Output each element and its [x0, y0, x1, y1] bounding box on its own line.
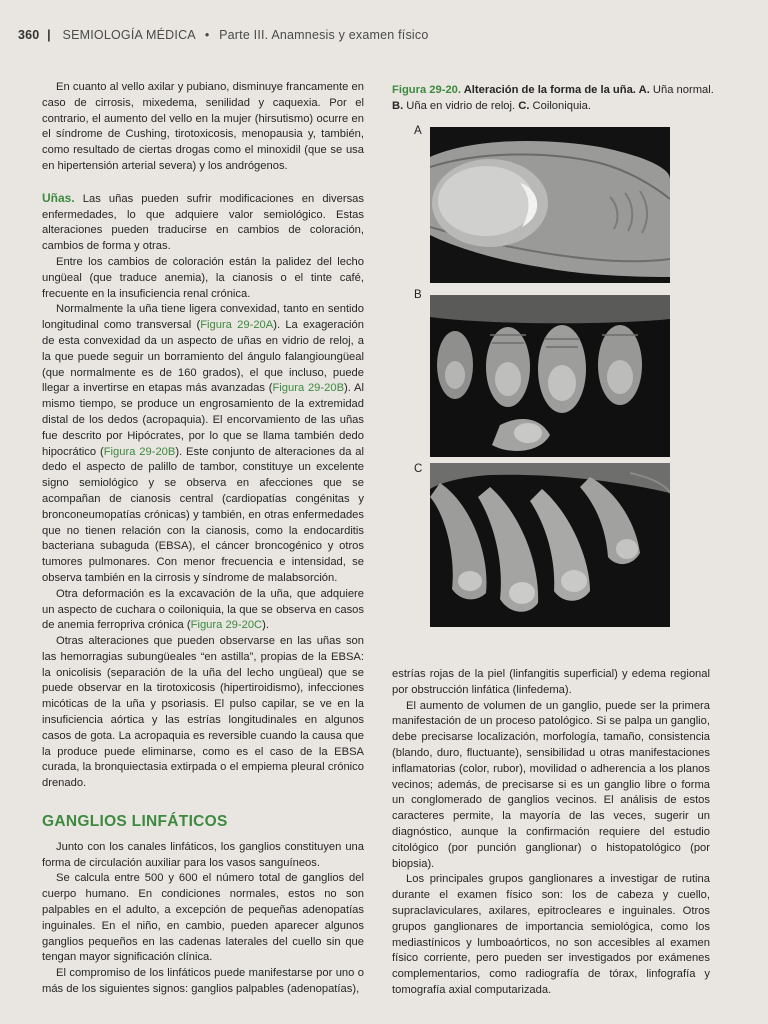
- figure-panel-c-koilonychia: [430, 463, 670, 627]
- figure-ref-b-2[interactable]: Figura 29-20B: [103, 445, 176, 458]
- figure-panel-b-clubbing: [430, 295, 670, 457]
- paragraph-unas: Uñas. Las uñas pueden sufrir modificaciones en diversas enfermedades, lo que adquiere valor semiológico. Estas alteraciones pueden traducirse en cambios de coloración, cambios de forma y otras.: [42, 190, 364, 253]
- figure-ref-a[interactable]: Figura 29-20A: [200, 319, 274, 332]
- figure-ref-c[interactable]: Figura 29-20C: [190, 619, 263, 632]
- figure-panel-a-normal-nail: [430, 127, 670, 283]
- paragraph-ganglios-intro: Junto con los canales linfáticos, los ganglios constituyen una forma de circulación auxiliar para los vasos sanguíneos.: [42, 840, 364, 869]
- left-column: [42, 80, 364, 998]
- paragraph-signos-continuacion: estrías rojas de la piel (linfangitis superficial) y edema regional por obstrucción linfática (linfedema).: [392, 668, 710, 696]
- keyword-unas: Uñas.: [42, 190, 75, 205]
- paragraph-otras-alteraciones: Otras alteraciones que pueden observarse en las uñas son las hemorragias subungüeales “en astilla”, propias de la EBSA: la onicolisis (separación de la uña del lecho ungüeal) que se puede observar en la tirotoxicosis (hipertiroidismo), infecciones micóticas de la uña y psoriasis. El pulso capilar, se ve en la insuficiencia aórtica y las estrías longitudinales en algunos casos de gota. La acropaquia es reversible cuando la causa que la produce puede eliminarse, como es el caso de la EBSA curada, la bronquiectasia extirpada o el empiema pleural crónico drenado.: [42, 635, 364, 790]
- figure-caption: Figura 29-20. Alteración de la forma de la uña. A. Uña normal. B. Uña en vidrio de reloj. C. Coiloniquia.: [392, 84, 714, 112]
- paragraph-coiloniquia: Otra deformación es la excavación de la uña, que adquiere un aspecto de cuchara o coiloniquia, la que se observa en casos de anemia ferropriva crónica (Figura 29-20C).: [42, 587, 364, 632]
- panel-letter-a: A: [414, 125, 422, 137]
- part-title: Parte III. Anamnesis y examen físico: [219, 28, 429, 42]
- panel-letter-b: B: [414, 289, 422, 301]
- section-title-ganglios: GANGLIOS LINFÁTICOS: [42, 813, 228, 831]
- paragraph-ganglios-compromiso: El compromiso de los linfáticos puede manifestarse por uno o más de los siguientes signos: ganglios palpables (adenopatías),: [42, 967, 364, 996]
- paragraph-aumento-volumen: El aumento de volumen de un ganglio, puede ser la primera manifestación de un proceso patológico. Si se palpa un ganglio, debe precisarse localización, morfología, tamaño, consistencia (blando, duro, fluctuante), sensibilidad u otras manifestaciones inflamatorias (color, rubor), movilidad o adherencia a los planos vecinos; además, de precisarse si es un ganglio libre o forma un conglomerado de ganglios vecinos. El análisis de estos caracteres permite, la mayoría de las veces, sugerir un diagnóstico, aunque la confirmación requiere del estudio citológico (por punción ganglionar) o histopatológico (por biopsia).: [392, 699, 710, 870]
- header-separator: •: [204, 28, 210, 42]
- running-header: 360 | SEMIOLOGÍA MÉDICA • Parte III. Anamnesis y examen físico: [18, 28, 429, 42]
- paragraph-vello: En cuanto al vello axilar y pubiano, disminuye francamente en caso de cirrosis, mixedema, senilidad y caquexia. Por el contrario, el aumento del vello en la mujer (hirsutismo) ocurre en el síndrome de Cushing, tirotoxicosis, menopausia y, también, como resultado de ciertas drogas como el minoxidil (que se usa en hipertensión arterial severa) y los andrógenos.: [42, 81, 364, 172]
- paragraph-convexidad: Normalmente la uña tiene ligera convexidad, tanto en sentido longitudinal como transversal (Figura 29-20A). La exageración de esta convexidad da un aspecto de uñas en vidrio de reloj, a la que puede seguir un borramiento del ángulo falangioungüeal (que normalmente es de 160 grados), el que incluso, puede llegar a invertirse en etapas más avanzadas (Figura 29-20B). Al mismo tiempo, se produce un engrosamiento de la extremidad distal de los dedos (acropaquia). El encorvamiento de las uñas fue descrito por Hipócrates, por lo que se llama también dedo hipocrático (Figura 29-20B). Este conjunto de alteraciones da al dedo el aspecto de palillo de tambor, constituye un excelente signo semiológico y se observa en afecciones que se acompañan de cianosis central (cardiopatías congénitas y bronconeumopatías crónicas) y también, en otras enfermedades que no tienen relación con la cianosis, como la endocarditis bacteriana subaguda (EBSA), el cáncer broncogénico y otros tumores pulmonares. Con menor frecuencia e intensidad, se observa también en la cirrosis y síndrome de malabsorción.: [42, 303, 364, 584]
- paragraph-coloracion: Entre los cambios de coloración están la palidez del lecho ungüeal (que traduce anemia), la cianosis o el tinte café, frecuente en la insuficiencia renal crónica.: [42, 255, 364, 300]
- panel-letter-c: C: [414, 463, 423, 475]
- paragraph-ganglios-numero: Se calcula entre 500 y 600 el número total de ganglios del cuerpo humano. En condiciones normales, estos no son palpables en el adulto, a excepción de pequeñas adenopatías inguinales. En el niño, en cambio, pueden aparecer algunos ganglios pequeños en las cadenas laterales del cuello sin que tengan mayor significación clínica.: [42, 872, 364, 964]
- page-number: 360: [18, 28, 40, 42]
- right-column: [392, 667, 710, 999]
- figure-ref-b[interactable]: Figura 29-20B: [272, 382, 345, 395]
- figure-label: Figura 29-20.: [392, 84, 462, 96]
- paragraph-grupos-ganglionares: Los principales grupos ganglionares a investigar de rutina durante el examen físico son: los de cabeza y cuello, supraclaviculares, axilares, epitrocleares e inguinales. Otros grupos ganglionares de importancia semiológica, como los mediastínicos y lumboaórticos, no son accesibles al examen físico corriente, pero pueden ser investigados por exámenes complementarios, como radiografía de tórax, linfografía y tomografía axial computarizada.: [392, 873, 710, 996]
- book-title: SEMIOLOGÍA MÉDICA: [62, 28, 196, 42]
